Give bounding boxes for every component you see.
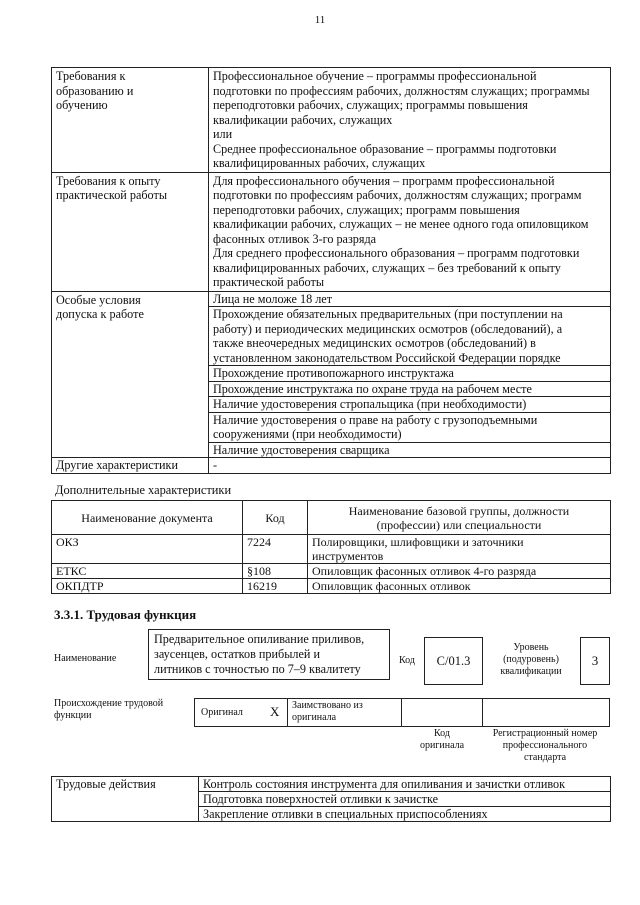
- condition-item: Прохождение инструктажа по охране труда на рабочем месте: [209, 381, 611, 397]
- table-row: [52, 535, 611, 564]
- original-mark: X: [270, 704, 280, 719]
- function-code: C/01.3: [424, 637, 483, 685]
- row-label: Требования к образованию и обучению: [52, 68, 209, 173]
- name-label: Наименование: [54, 653, 117, 664]
- row-label: Требования к опыту практической работы: [52, 172, 209, 291]
- condition-item: Лица не моложе 18 лет: [209, 291, 611, 307]
- table-header: [52, 501, 611, 535]
- table-row: [52, 564, 611, 579]
- row-value: Профессиональное обучение – программы профессиональной подготовки по профессиям рабочих, должностям служащих; программы переподготовки рабочих, служащих; программы повышения квалификации рабочих, служащих или Среднее профессиональное образование – программы подготовки квалифицированных рабочих, служащих: [209, 68, 611, 173]
- original-cell: [195, 699, 288, 726]
- condition-item: Прохождение противопожарного инструктажа: [209, 366, 611, 382]
- table-row: [52, 777, 611, 792]
- cell-doc: ЕТКС: [52, 564, 243, 579]
- action-item: Подготовка поверхностей отливки к зачистке: [199, 792, 611, 807]
- qualification-level: 3: [580, 637, 610, 685]
- cell-code: 7224: [243, 535, 308, 564]
- cell-doc: ОКПДТР: [52, 579, 243, 594]
- col-name-header: Наименование базовой группы, должности (профессии) или специальности: [308, 501, 611, 535]
- origin-label: Происхождение трудовой функции: [54, 698, 164, 721]
- additional-table: [51, 500, 611, 594]
- cell-name: Опиловщик фасонных отливок: [308, 579, 611, 594]
- condition-item: Прохождение обязательных предварительных (при поступлении на работу) и периодических медицинских осмотров (обследований), а также внеочередных медицинских осмотров (обследований) в установленном законодательством Российской Федерации порядке: [209, 307, 611, 366]
- table-row: [52, 458, 611, 474]
- cell-code: §108: [243, 564, 308, 579]
- row-value: -: [209, 458, 611, 474]
- col-code-header: Код: [243, 501, 308, 535]
- page-number: 11: [314, 14, 326, 26]
- condition-item: Наличие удостоверения сварщика: [209, 442, 611, 458]
- level-label: Уровень (подуровень) квалификации: [500, 642, 562, 677]
- row-label: Другие характеристики: [52, 458, 209, 474]
- table-row: [52, 579, 611, 594]
- code-label: Код: [399, 655, 415, 666]
- labor-actions-table: [51, 776, 611, 822]
- function-name: Предварительное опиливание приливов, заусенцев, остатков прибылей и литников с точностью по 7–9 квалитету: [148, 629, 390, 680]
- table-row: [52, 172, 611, 291]
- origin-code-label: Код оригинала: [419, 728, 465, 751]
- col-doc-header: Наименование документа: [52, 501, 243, 535]
- origin-code-cell: [401, 699, 483, 726]
- row-label: Особые условия допуска к работе: [52, 291, 209, 458]
- requirements-table: [51, 67, 611, 474]
- additional-title: Дополнительные характеристики: [55, 483, 232, 497]
- cell-name: Полировщики, шлифовщики и заточники инструментов: [308, 535, 611, 564]
- action-item: Контроль состояния инструмента для опиливания и зачистки отливок: [199, 777, 611, 792]
- condition-item: Наличие удостоверения стропальщика (при необходимости): [209, 397, 611, 413]
- section-title: 3.3.1. Трудовая функция: [54, 607, 197, 622]
- cell-name: Опиловщик фасонных отливок 4-го разряда: [308, 564, 611, 579]
- condition-item: Наличие удостоверения о праве на работу с грузоподъемными сооружениями (при необходимости): [209, 412, 611, 442]
- row-value: Для профессионального обучения – программ профессиональной подготовки по профессиям рабочих, должностям служащих; программ переподготовки рабочих, служащих; программ повышения квалификации рабочих, служащих – не менее одного года опиловщиком фасонных отливок 3-го разряда Для среднего профессионального образования – программ подготовки квалифицированных рабочих, служащих – без требований к опыту практической работы: [209, 172, 611, 291]
- origin-table: [194, 698, 610, 727]
- borrowed-label: Заимствовано из оригинала: [292, 700, 363, 723]
- table-row: [52, 291, 611, 307]
- table-row: [52, 68, 611, 173]
- action-item: Закрепление отливки в специальных приспособлениях: [199, 807, 611, 822]
- original-label: Оригинал: [201, 707, 243, 718]
- cell-doc: ОКЗ: [52, 535, 243, 564]
- actions-label: Трудовые действия: [52, 777, 199, 822]
- cell-code: 16219: [243, 579, 308, 594]
- reg-number-label: Регистрационный номер профессионального стандарта: [492, 728, 598, 763]
